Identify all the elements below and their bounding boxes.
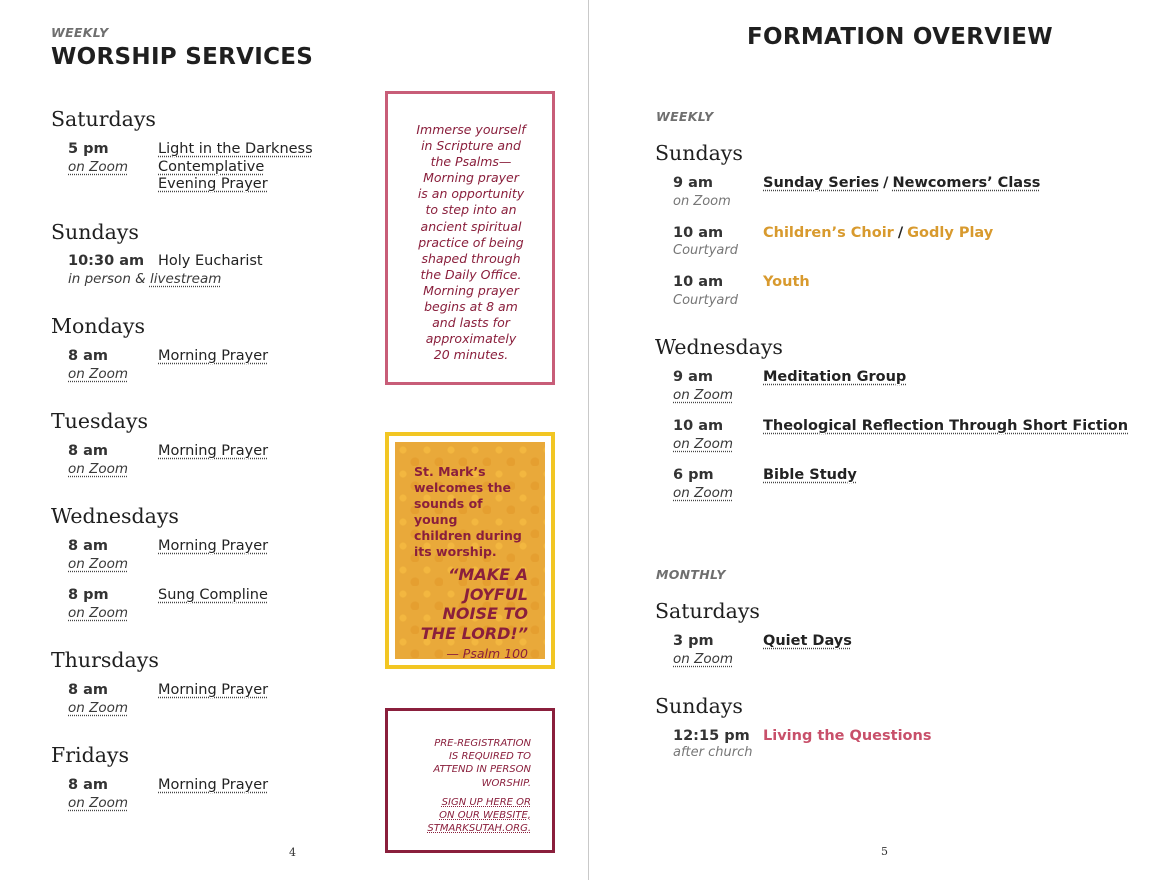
callout-line: shaped through — [421, 250, 521, 266]
callout-line: ancient spiritual — [420, 218, 522, 234]
section-kicker-weekly: WEEKLY — [656, 109, 714, 124]
day-heading-sundays-monthly: Sundays — [655, 694, 743, 718]
callout-line: the Daily Office. — [420, 266, 522, 282]
service-link-morning-prayer[interactable]: Morning Prayer — [158, 443, 269, 459]
class-time: 3 pm — [673, 633, 714, 649]
service-link-morning-prayer[interactable]: Morning Prayer — [158, 538, 269, 554]
signup-line: STMARKSUTAH.ORG. — [427, 823, 531, 835]
childrens-choir-label: Children’s Choir — [763, 225, 894, 241]
callout-pre-registration — [385, 708, 555, 853]
class-link-meditation-group[interactable]: Meditation Group — [763, 369, 907, 385]
callout-line: in Scripture and — [421, 138, 521, 154]
notice-line: WORSHIP. — [481, 777, 531, 789]
callout-line: and lasts for — [432, 315, 510, 331]
class-time: 9 am — [673, 175, 714, 191]
day-heading-sundays: Sundays — [655, 141, 743, 165]
zoom-link[interactable]: on Zoom — [68, 159, 129, 175]
day-heading-tuesdays: Tuesdays — [51, 409, 148, 433]
callout-line: is an opportunity — [417, 186, 525, 202]
callout-line: welcomes the — [414, 480, 511, 495]
signup-line: ON OUR WEBSITE, — [439, 810, 531, 822]
quote-line: JOYFUL — [463, 584, 528, 604]
day-heading-wednesdays: Wednesdays — [51, 504, 179, 528]
quote-line: THE LORD!” — [420, 623, 528, 643]
day-heading-fridays: Fridays — [51, 743, 130, 767]
newcomers-class-link[interactable]: Newcomers’ Class — [892, 175, 1041, 191]
livestream-link[interactable]: livestream — [149, 271, 222, 287]
page-title: WORSHIP SERVICES — [51, 44, 314, 70]
day-heading-wednesdays: Wednesdays — [655, 335, 783, 359]
class-time: 10 am — [673, 225, 724, 241]
callout-line: begins at 8 am — [424, 299, 518, 315]
callout-line: Morning prayer — [423, 170, 519, 186]
callout-line: approximately — [425, 331, 517, 347]
service-time: 10:30 am — [68, 253, 145, 269]
service-time: 8 am — [68, 538, 109, 554]
class-link-bible-study[interactable]: Bible Study — [763, 467, 857, 483]
class-time: 10 am — [673, 274, 724, 290]
service-link-morning-prayer[interactable]: Morning Prayer — [158, 777, 269, 793]
class-link-quiet-days[interactable]: Quiet Days — [763, 633, 852, 649]
zoom-link[interactable]: on Zoom — [68, 366, 129, 382]
notice-line: IS REQUIRED TO — [448, 751, 531, 763]
service-time: 8 am — [68, 682, 109, 698]
right-page-formation-overview — [589, 0, 1174, 880]
zoom-link[interactable]: on Zoom — [68, 461, 129, 477]
callout-children-welcome — [385, 432, 555, 669]
callout-line: St. Mark’s — [414, 464, 486, 479]
page-number: 5 — [881, 845, 888, 858]
page-number: 4 — [289, 846, 296, 859]
class-living-the-questions: Living the Questions — [763, 728, 932, 744]
quote-line: NOISE TO — [442, 604, 528, 623]
service-time: 8 am — [68, 443, 109, 459]
callout-line: to step into an — [425, 202, 517, 218]
signup-link[interactable] — [412, 796, 531, 836]
children-welcome-text — [414, 464, 528, 560]
day-heading-thursdays: Thursdays — [51, 648, 159, 672]
class-location: after church — [673, 745, 753, 760]
service-link-morning-prayer[interactable]: Morning Prayer — [158, 682, 269, 698]
zoom-link[interactable]: on Zoom — [673, 436, 734, 452]
callout-text — [410, 122, 532, 363]
class-youth: Youth — [763, 274, 810, 290]
quote-line: “MAKE A — [448, 565, 528, 584]
zoom-link[interactable]: on Zoom — [68, 605, 129, 621]
class-location: Courtyard — [673, 293, 738, 308]
prereg-notice — [412, 737, 531, 790]
callout-patterned-panel — [395, 442, 545, 659]
service-time: 8 am — [68, 777, 109, 793]
day-heading-sundays: Sundays — [51, 220, 139, 244]
psalm-citation: — Psalm 100 — [446, 646, 528, 661]
zoom-link[interactable]: on Zoom — [68, 556, 129, 572]
psalm-quote — [414, 565, 528, 643]
service-time: 5 pm — [68, 141, 109, 157]
godly-play-label: Godly Play — [907, 225, 994, 241]
callout-line: its worship. — [414, 544, 497, 559]
day-heading-saturdays: Saturdays — [655, 599, 760, 623]
class-children-choir-godly-play — [763, 225, 993, 243]
notice-line: PRE-REGISTRATION — [434, 738, 531, 749]
day-heading-mondays: Mondays — [51, 314, 145, 338]
zoom-link[interactable]: on Zoom — [68, 700, 129, 716]
service-line: Evening Prayer — [158, 176, 268, 192]
service-line: Contemplative — [158, 158, 265, 175]
separator: / — [883, 175, 889, 191]
class-time: 9 am — [673, 369, 714, 385]
callout-line: practice of being — [418, 234, 524, 250]
service-link-light-in-the-darkness[interactable] — [158, 141, 313, 194]
class-location: Courtyard — [673, 243, 738, 258]
class-location: on Zoom — [673, 194, 731, 209]
service-holy-eucharist: Holy Eucharist — [158, 253, 263, 269]
class-sunday-series-newcomers — [763, 175, 1040, 193]
class-time: 10 am — [673, 418, 724, 434]
separator: / — [897, 225, 904, 241]
service-time: 8 am — [68, 348, 109, 364]
zoom-link[interactable]: on Zoom — [68, 795, 129, 811]
sunday-series-link[interactable]: Sunday Series — [763, 175, 880, 191]
class-time: 12:15 pm — [673, 728, 750, 744]
signup-line: SIGN UP HERE OR — [441, 796, 531, 808]
callout-line: 20 minutes. — [433, 347, 509, 363]
callout-line: children during — [414, 528, 522, 543]
day-heading-saturdays: Saturdays — [51, 107, 156, 131]
callout-morning-prayer-info — [385, 91, 555, 385]
section-kicker-weekly: WEEKLY — [51, 25, 109, 40]
zoom-link[interactable]: on Zoom — [673, 485, 734, 501]
callout-line: Immerse yourself — [416, 122, 526, 137]
notice-line: ATTEND IN PERSON — [433, 764, 531, 776]
service-link-sung-compline[interactable]: Sung Compline — [158, 587, 268, 603]
callout-line: the Psalms— — [430, 154, 512, 170]
callout-line: Morning prayer — [423, 282, 519, 298]
callout-line: sounds of young — [414, 496, 483, 527]
class-link-theological-reflection[interactable]: Theological Reflection Through Short Fiction — [763, 418, 1129, 434]
location-prefix: in person & — [68, 271, 150, 287]
service-time: 8 pm — [68, 587, 109, 603]
class-time: 6 pm — [673, 467, 714, 483]
service-line: Light in the Darkness — [158, 141, 313, 157]
service-link-morning-prayer[interactable]: Morning Prayer — [158, 348, 269, 364]
page-title: FORMATION OVERVIEW — [747, 24, 1053, 50]
zoom-link[interactable]: on Zoom — [673, 387, 734, 403]
section-kicker-monthly: MONTHLY — [656, 567, 726, 582]
service-location — [68, 271, 221, 287]
zoom-link[interactable]: on Zoom — [673, 651, 734, 667]
